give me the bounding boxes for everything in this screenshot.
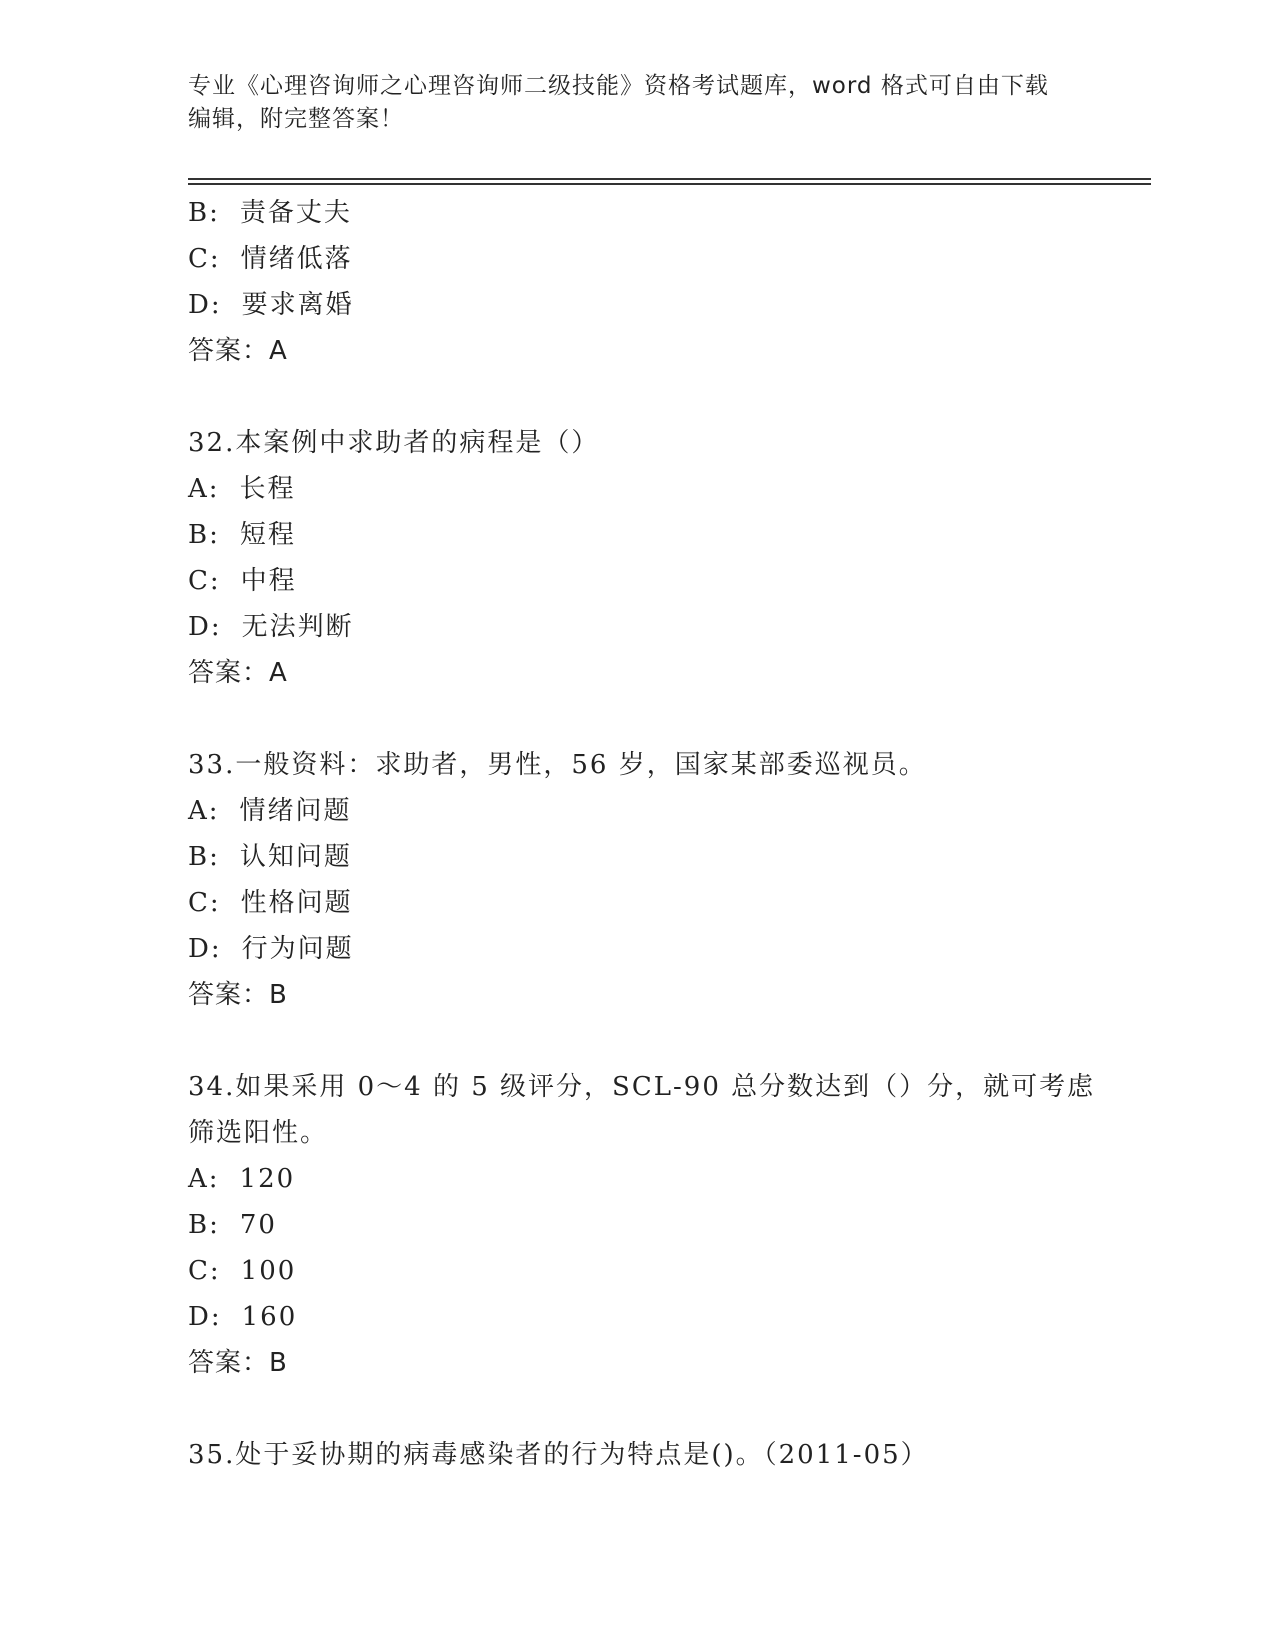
option-a bbox=[188, 466, 1088, 512]
option-c bbox=[188, 880, 1088, 926]
answer-line: 答案：A bbox=[188, 658, 288, 688]
option-letter: D: bbox=[188, 290, 222, 320]
document-header bbox=[188, 70, 1088, 136]
question-35 bbox=[188, 1432, 1088, 1478]
option-text: 认知问题 bbox=[239, 842, 352, 872]
header-line-1: 专业《心理咨询师之心理咨询师二级技能》资格考试题库，word 格式可自由下载 bbox=[188, 73, 1049, 99]
option-text: 无法判断 bbox=[241, 612, 354, 642]
option-b bbox=[188, 834, 1088, 880]
option-letter: A: bbox=[188, 796, 220, 826]
option-letter: D: bbox=[188, 612, 222, 642]
header-line-2: 编辑，附完整答案！ bbox=[188, 106, 404, 132]
option-c bbox=[188, 236, 1088, 282]
question-32 bbox=[188, 420, 1088, 696]
question-list bbox=[188, 190, 1096, 1478]
option-letter: B: bbox=[188, 520, 220, 550]
option-b bbox=[188, 512, 1088, 558]
header-divider-top bbox=[188, 178, 1151, 180]
option-letter: D: bbox=[188, 934, 222, 964]
question-34 bbox=[188, 1064, 1096, 1386]
answer-line: 答案：B bbox=[188, 980, 288, 1010]
option-letter: D: bbox=[188, 1302, 222, 1332]
option-a bbox=[188, 788, 1088, 834]
question-stem-line-2: 筛选阳性。 bbox=[188, 1118, 329, 1148]
option-a bbox=[188, 1156, 1088, 1202]
option-letter: B: bbox=[188, 842, 220, 872]
option-text: 情绪低落 bbox=[240, 244, 353, 274]
option-text: 要求离婚 bbox=[241, 290, 354, 320]
answer-line: 答案：A bbox=[188, 336, 288, 366]
question-stem: 33.一般资料：求助者，男性，56 岁，国家某部委巡视员。 bbox=[188, 750, 927, 780]
question-33 bbox=[188, 742, 1088, 1018]
question-stem: 35.处于妥协期的病毒感染者的行为特点是()。（2011-05） bbox=[188, 1440, 929, 1470]
option-d bbox=[188, 926, 1088, 972]
option-d bbox=[188, 1294, 1088, 1340]
option-text: 中程 bbox=[240, 566, 297, 596]
option-b bbox=[188, 1202, 1088, 1248]
option-text: 行为问题 bbox=[241, 934, 354, 964]
option-letter: C: bbox=[188, 566, 221, 596]
answer-line: 答案：B bbox=[188, 1348, 288, 1378]
question-31-continued bbox=[188, 190, 1088, 374]
question-stem: 32.本案例中求助者的病程是（） bbox=[188, 428, 600, 458]
option-text: 长程 bbox=[239, 474, 296, 504]
option-text: 100 bbox=[240, 1256, 297, 1286]
header-divider-bottom bbox=[188, 183, 1151, 185]
option-letter: B: bbox=[188, 198, 220, 228]
option-text: 情绪问题 bbox=[239, 796, 352, 826]
option-text: 责备丈夫 bbox=[239, 198, 352, 228]
option-letter: A: bbox=[188, 1164, 220, 1194]
option-b bbox=[188, 190, 1088, 236]
option-c bbox=[188, 558, 1088, 604]
option-letter: C: bbox=[188, 888, 221, 918]
option-text: 70 bbox=[239, 1210, 277, 1240]
option-letter: B: bbox=[188, 1210, 220, 1240]
option-d bbox=[188, 282, 1088, 328]
option-text: 性格问题 bbox=[240, 888, 353, 918]
option-text: 短程 bbox=[239, 520, 296, 550]
option-letter: C: bbox=[188, 244, 221, 274]
option-letter: C: bbox=[188, 1256, 221, 1286]
option-d bbox=[188, 604, 1088, 650]
option-text: 160 bbox=[241, 1302, 298, 1332]
option-c bbox=[188, 1248, 1088, 1294]
question-stem-line-1: 34.如果采用 0～4 的 5 级评分，SCL-90 总分数达到（）分，就可考虑 bbox=[188, 1072, 1096, 1102]
option-letter: A: bbox=[188, 474, 220, 504]
option-text: 120 bbox=[239, 1164, 296, 1194]
